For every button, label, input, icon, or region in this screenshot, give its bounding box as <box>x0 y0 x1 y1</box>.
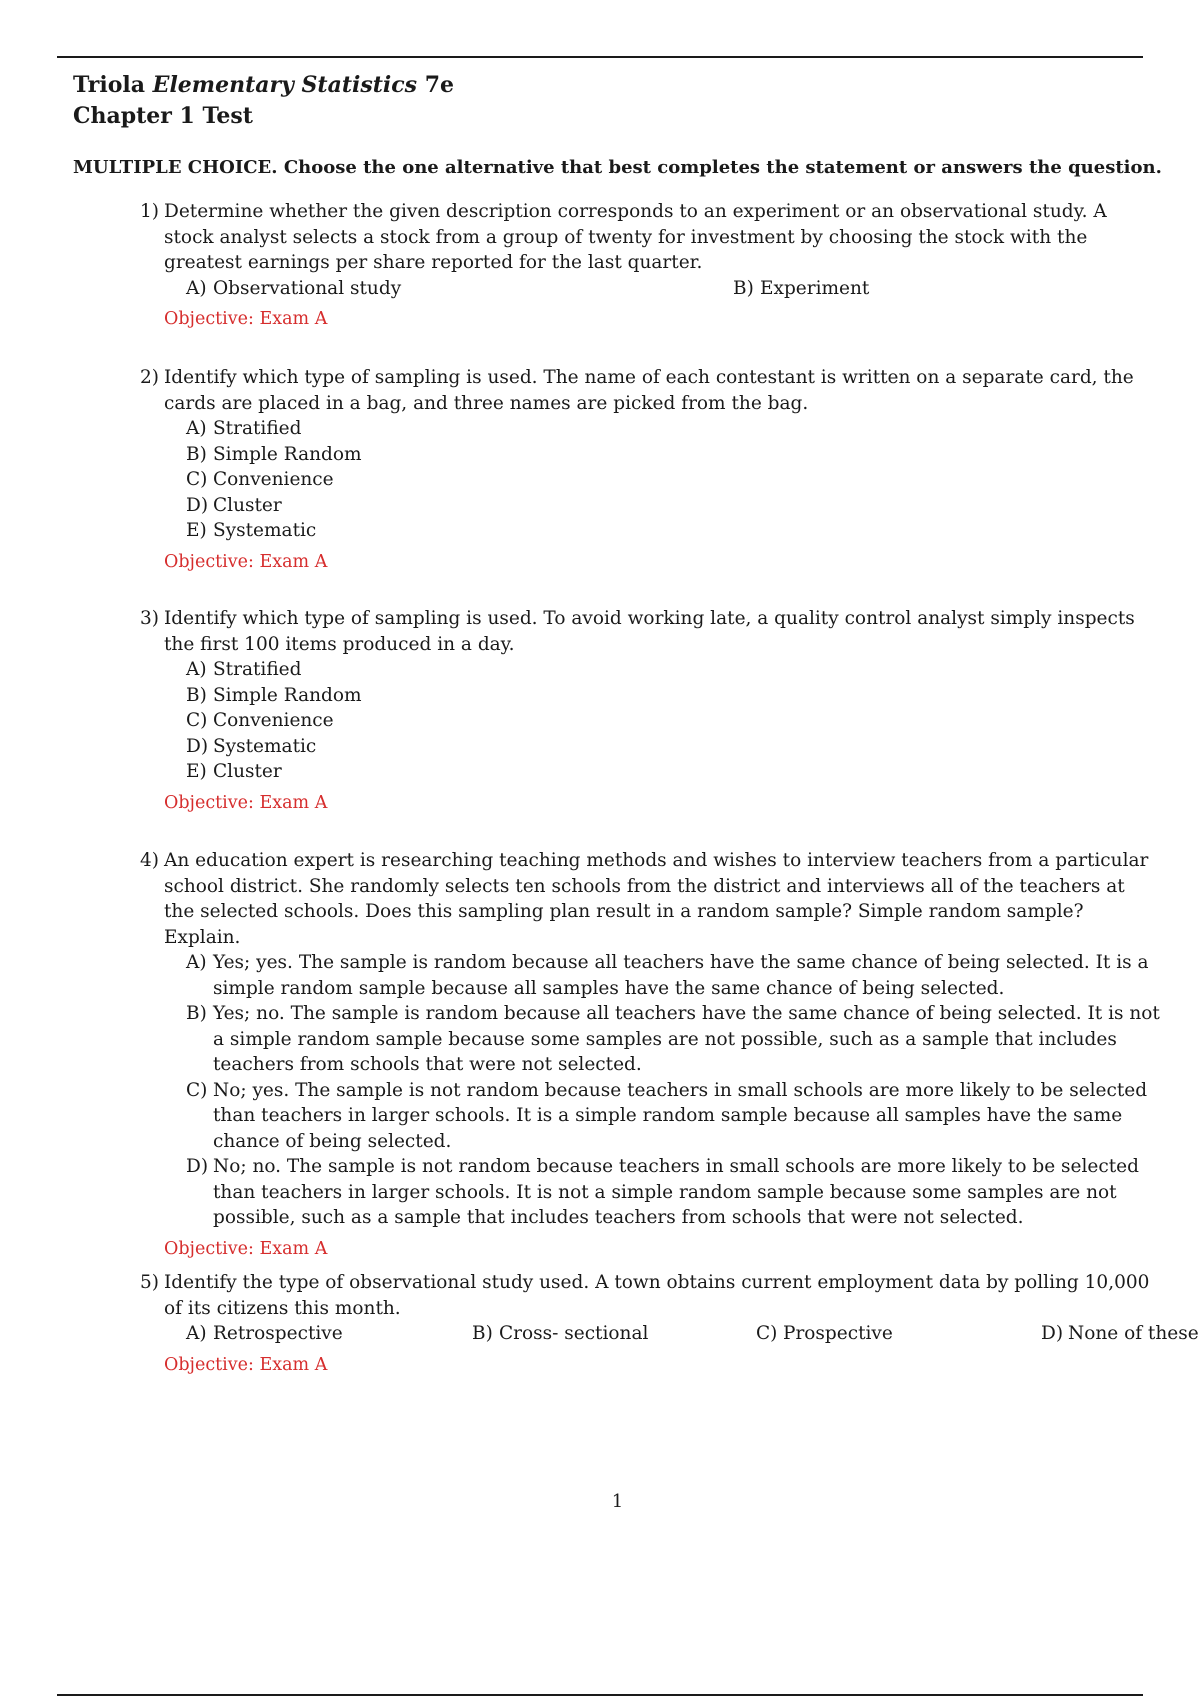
choice-letter: E) <box>186 520 207 541</box>
question-stem <box>140 848 1160 950</box>
author-name: Triola <box>73 72 153 98</box>
choice-text: Stratified <box>213 659 302 680</box>
objective-label: Objective: Exam A <box>164 1238 328 1259</box>
choice-c[interactable] <box>186 1078 1160 1155</box>
choice-text: No; no. The sample is not random because teachers in small schools are more likely to be selected than teachers in larger schools. It is not a simple random sample because some samples are not possible, such as a sample that includes teachers from schools that were not selected. <box>213 1156 1139 1228</box>
choice-a[interactable] <box>186 950 1160 1001</box>
choice-text: Simple Random <box>213 684 362 706</box>
choice-list <box>186 1321 1199 1347</box>
choice-list <box>186 416 1160 544</box>
choice-text: Cluster <box>213 494 282 516</box>
question-text: An education expert is researching teaching methods and wishes to interview teachers from a particular school district. She randomly selects ten schools from the district and interviews all of the teachers at the selected schools. Does this sampling plan result in a random sample? Simple random sample? Explain. <box>164 850 1149 948</box>
choice-text: Observational study <box>213 277 402 299</box>
choice-text: Experiment <box>760 277 870 299</box>
choice-e[interactable] <box>186 518 1160 544</box>
question-stem <box>140 606 1160 657</box>
choice-letter: B) <box>733 277 754 299</box>
book-title-line <box>73 70 454 101</box>
choice-b[interactable] <box>733 276 869 302</box>
choice-letter: C) <box>186 710 208 731</box>
choice-letter: A) <box>186 277 207 299</box>
choice-c[interactable] <box>186 467 1160 493</box>
choice-d[interactable] <box>1041 1321 1199 1347</box>
choice-letter: A) <box>186 659 207 680</box>
choice-b[interactable] <box>186 442 1160 468</box>
choice-letter: A) <box>186 1323 207 1344</box>
choice-text: Systematic <box>213 735 317 757</box>
question-stem <box>140 199 1160 276</box>
choice-letter: C) <box>186 469 208 490</box>
choice-letter: A) <box>186 418 207 439</box>
choice-letter: E) <box>186 761 207 782</box>
choice-text: Convenience <box>213 710 334 731</box>
question-5 <box>140 1270 1199 1378</box>
choice-text: Yes; yes. The sample is random because all teachers have the same chance of being selected. It is a simple random sample because all samples have the same chance of being selected. <box>213 952 1149 999</box>
choice-text: Cross- sectional <box>499 1323 649 1344</box>
choice-text: Convenience <box>213 469 334 490</box>
question-text: Identify the type of observational study used. A town obtains current employment data by polling 10,000 of its citizens this month. <box>164 1272 1150 1319</box>
question-4 <box>140 848 1160 1262</box>
page-number: 1 <box>611 1491 624 1512</box>
choice-letter: D) <box>1041 1323 1064 1344</box>
choice-letter: B) <box>186 443 207 465</box>
choice-letter: B) <box>186 1003 207 1024</box>
choice-d[interactable] <box>186 1154 1160 1231</box>
choice-e[interactable] <box>186 759 1160 785</box>
question-text: Determine whether the given description corresponds to an experiment or an observational study. A stock analyst selects a stock from a group of twenty for investment by choosing the stock with the greatest earnings per share reported for the last quarter. <box>164 201 1107 273</box>
choice-c[interactable] <box>756 1321 1041 1347</box>
question-2 <box>140 365 1160 575</box>
choice-text: Retrospective <box>213 1323 343 1344</box>
choice-text: Prospective <box>783 1323 893 1344</box>
choice-text: No; yes. The sample is not random because teachers in small schools are more likely to be selected than teachers in larger schools. It is a simple random sample because all samples have the same chance of being selected. <box>213 1079 1148 1152</box>
choice-c[interactable] <box>186 708 1160 734</box>
question-number: 5) <box>140 1272 159 1293</box>
edition: 7e <box>417 72 454 98</box>
choice-b[interactable] <box>472 1321 756 1347</box>
choice-letter: B) <box>186 684 207 706</box>
choice-text: Simple Random <box>213 443 362 465</box>
choice-a[interactable] <box>186 1321 472 1347</box>
choice-letter: C) <box>756 1323 778 1344</box>
choice-list <box>186 276 1160 302</box>
choice-letter: D) <box>186 494 209 516</box>
top-rule <box>57 56 1143 58</box>
choice-text: Cluster <box>213 761 282 782</box>
objective-label: Objective: Exam A <box>164 1354 328 1375</box>
question-text: Identify which type of sampling is used. To avoid working late, a quality control analyst simply inspects the first 100 items produced in a day. <box>164 608 1135 655</box>
question-stem <box>140 365 1160 416</box>
choice-letter: C) <box>186 1079 208 1101</box>
choice-letter: D) <box>186 1156 209 1177</box>
choice-d[interactable] <box>186 734 1160 760</box>
choice-text: Systematic <box>213 520 317 541</box>
choice-a[interactable] <box>186 657 1160 683</box>
choice-letter: B) <box>472 1323 493 1344</box>
question-1 <box>140 199 1160 333</box>
objective-label: Objective: Exam A <box>164 309 328 329</box>
choice-a[interactable] <box>186 416 1160 442</box>
question-3 <box>140 606 1160 816</box>
choice-d[interactable] <box>186 493 1160 519</box>
choice-a[interactable] <box>186 276 733 302</box>
section-instructions: MULTIPLE CHOICE. Choose the one alternative that best completes the statement or answers the question. <box>73 157 1162 178</box>
question-number: 3) <box>140 608 159 629</box>
question-number: 1) <box>140 201 159 222</box>
choice-text: Stratified <box>213 418 302 439</box>
choice-b[interactable] <box>186 683 1160 709</box>
choice-text: Yes; no. The sample is random because all teachers have the same chance of being selected. It is not a simple random sample because some samples are not possible, such as a sample that includes teachers from schools that were not selected. <box>213 1003 1160 1075</box>
choice-text: None of these <box>1068 1323 1199 1344</box>
question-stem <box>140 1270 1160 1321</box>
choice-letter: D) <box>186 735 209 757</box>
choice-b[interactable] <box>186 1001 1160 1078</box>
question-number: 2) <box>140 367 159 388</box>
objective-label: Objective: Exam A <box>164 551 328 572</box>
question-text: Identify which type of sampling is used. The name of each contestant is written on a separate card, the cards are placed in a bag, and three names are picked from the bag. <box>164 367 1134 414</box>
choice-letter: A) <box>186 952 207 973</box>
document-header <box>73 70 454 132</box>
objective-label: Objective: Exam A <box>164 792 328 813</box>
chapter-title: Chapter 1 Test <box>73 103 253 129</box>
choice-list <box>186 950 1160 1231</box>
bottom-rule <box>57 1694 1143 1696</box>
choice-list <box>186 657 1160 785</box>
question-number: 4) <box>140 850 159 871</box>
book-title: Elementary Statistics <box>152 72 418 98</box>
